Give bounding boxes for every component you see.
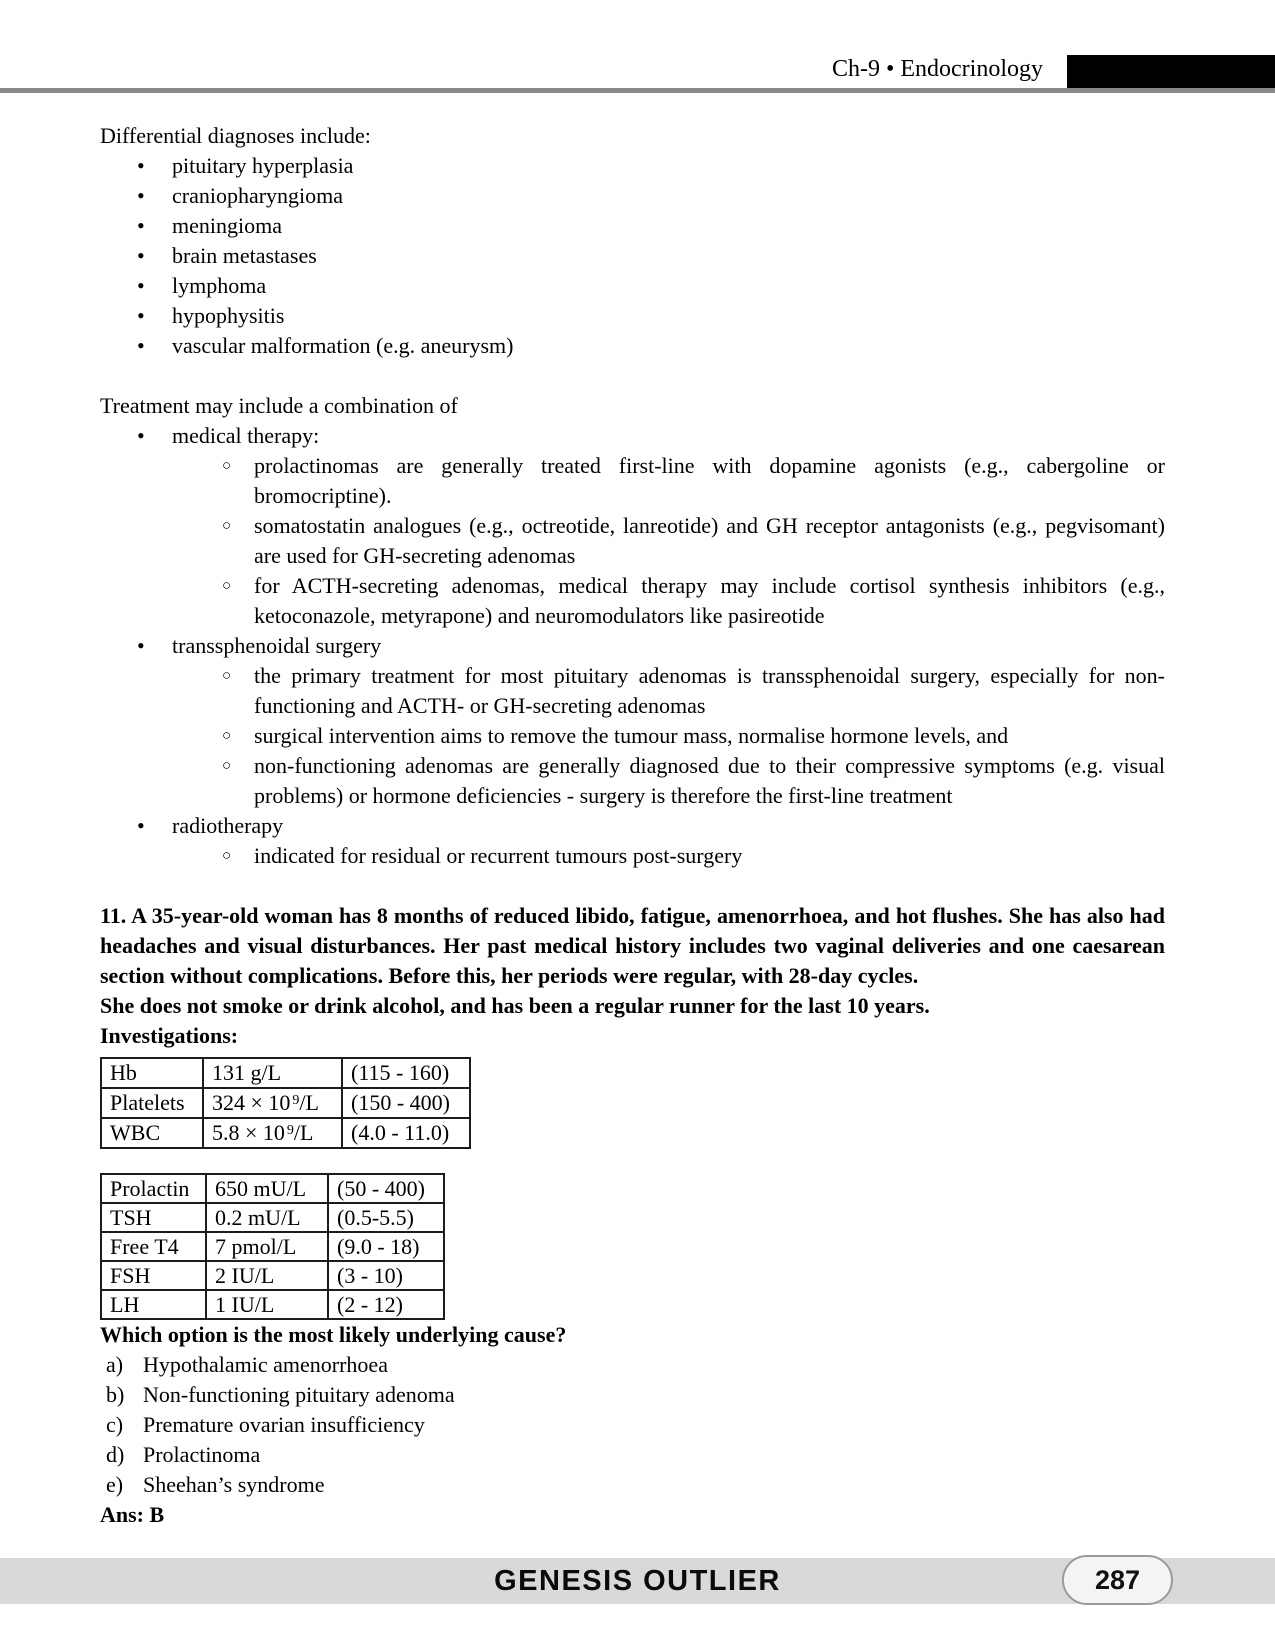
list-item xyxy=(100,631,1165,661)
list-item-text: indicated for residual or recurrent tumours post-surgery xyxy=(254,843,743,868)
test-name: Hb xyxy=(101,1058,203,1088)
table-row xyxy=(101,1118,470,1148)
test-name: LH xyxy=(101,1290,206,1319)
test-value: 5.8 × 10 $^9$/L xyxy=(203,1118,342,1148)
answer-option xyxy=(100,1470,1165,1500)
test-range: (2 - 12) xyxy=(328,1290,444,1319)
answer-option xyxy=(100,1410,1165,1440)
list-item-text: transsphenoidal surgery xyxy=(172,633,382,658)
list-item xyxy=(100,661,1165,721)
question-prompt: Which option is the most likely underlying cause? xyxy=(100,1322,567,1347)
superscript: 9 xyxy=(286,1123,294,1138)
option-letter: e) xyxy=(106,1472,124,1497)
question-line2: She does not smoke or drink alcohol, and has been a regular runner for the last 10 years. xyxy=(100,993,930,1018)
list-item-text: somatostatin analogues (e.g., octreotide, lanreotide) and GH receptor antagonists (e.g., pegvisomant) are used for GH-secreting adenomas xyxy=(254,513,1165,568)
spacer xyxy=(100,361,1165,391)
cbc-table xyxy=(100,1057,471,1149)
spacer xyxy=(100,871,1165,901)
table-row xyxy=(101,1203,444,1232)
list-item xyxy=(100,301,1165,331)
list-item xyxy=(100,421,1165,451)
option-text: Premature ovarian insufficiency xyxy=(143,1412,425,1437)
list-item-text: lymphoma xyxy=(172,273,267,298)
circle-icon: ○ xyxy=(222,578,232,594)
list-item xyxy=(100,241,1165,271)
test-range: (50 - 400) xyxy=(328,1174,444,1203)
question-paragraph: 11. A 35-year-old woman has 8 months of reduced libido, fatigue, amenorrhoea, and hot flushes. She has also had headaches and visual disturbances. Her past medical history includes two vaginal deliveries and one caesarean section without complications. Before this, her periods were regular, with 28-day cycles. xyxy=(100,903,1165,988)
option-text: Prolactinoma xyxy=(143,1442,261,1467)
option-text: Non-functioning pituitary adenoma xyxy=(143,1382,455,1407)
test-range: (115 - 160) xyxy=(342,1058,470,1088)
circle-icon: ○ xyxy=(222,758,232,774)
circle-icon: ○ xyxy=(222,668,232,684)
option-letter: d) xyxy=(106,1442,125,1467)
list-item-text: radiotherapy xyxy=(172,813,284,838)
list-item xyxy=(100,151,1165,181)
list-item-text: the primary treatment for most pituitary adenomas is transsphenoidal surgery, especially for non-functioning and ACTH- or GH-secreting adenomas xyxy=(254,663,1165,718)
bullet-icon: • xyxy=(137,303,145,328)
list-item-text: pituitary hyperplasia xyxy=(172,153,354,178)
table-row xyxy=(101,1290,444,1319)
answer-option xyxy=(100,1440,1165,1470)
test-value: 324 × 10 $^9$/L xyxy=(203,1088,342,1118)
bullet-icon: • xyxy=(137,633,145,658)
list-item xyxy=(100,271,1165,301)
table-row xyxy=(101,1232,444,1261)
treatment-heading: Treatment may include a combination of xyxy=(100,393,458,418)
option-letter: c) xyxy=(106,1412,124,1437)
answer-line: Ans: B xyxy=(100,1502,165,1527)
footer-band xyxy=(0,1558,1275,1604)
option-letter: b) xyxy=(106,1382,125,1407)
list-item-text: for ACTH-secreting adenomas, medical therapy may include cortisol synthesis inhibitors (e.g., ketoconazole, metyrapone) and neuromodulators like pasireotide xyxy=(254,573,1165,628)
table-row xyxy=(101,1058,470,1088)
page-number-badge xyxy=(1062,1555,1173,1605)
list-item xyxy=(100,571,1165,631)
bullet-icon: • xyxy=(137,183,145,208)
page-body xyxy=(100,121,1165,1530)
table-row xyxy=(101,1261,444,1290)
list-item xyxy=(100,811,1165,841)
list-item-text: non-functioning adenomas are generally diagnosed due to their compressive symptoms (e.g. visual problems) or hormone deficiencies - surgery is therefore the first-line treatment xyxy=(254,753,1165,808)
answer-option xyxy=(100,1350,1165,1380)
answer-option xyxy=(100,1380,1165,1410)
test-name: TSH xyxy=(101,1203,206,1232)
list-item-text: surgical intervention aims to remove the tumour mass, normalise hormone levels, and xyxy=(254,723,1009,748)
circle-icon: ○ xyxy=(222,848,232,864)
chapter-header: Ch-9 • Endocrinology xyxy=(831,56,1043,82)
list-item xyxy=(100,451,1165,511)
list-item xyxy=(100,721,1165,751)
list-item-text: meningioma xyxy=(172,213,282,238)
list-item xyxy=(100,511,1165,571)
list-item-text: brain metastases xyxy=(172,243,317,268)
diff-heading: Differential diagnoses include: xyxy=(100,123,371,148)
list-item xyxy=(100,211,1165,241)
list-item xyxy=(100,841,1165,871)
page-number: 287 xyxy=(1094,1564,1141,1595)
test-name: Prolactin xyxy=(101,1174,206,1203)
bullet-icon: • xyxy=(137,423,145,448)
circle-icon: ○ xyxy=(222,518,232,534)
list-item-text: hypophysitis xyxy=(172,303,285,328)
list-item-text: vascular malformation (e.g. aneurysm) xyxy=(172,333,514,358)
test-value: 650 mU/L xyxy=(206,1174,328,1203)
header-rule xyxy=(0,88,1275,93)
bullet-icon: • xyxy=(137,213,145,238)
list-item xyxy=(100,181,1165,211)
table-row xyxy=(101,1088,470,1118)
test-value: 1 IU/L xyxy=(206,1290,328,1319)
list-item-text: craniopharyngioma xyxy=(172,183,344,208)
test-value: 7 pmol/L xyxy=(206,1232,328,1261)
list-item xyxy=(100,751,1165,811)
bullet-icon: • xyxy=(137,153,145,178)
test-name: WBC xyxy=(101,1118,203,1148)
investigations-label: Investigations: xyxy=(100,1023,239,1048)
test-name: Platelets xyxy=(101,1088,203,1118)
test-name: FSH xyxy=(101,1261,206,1290)
test-range: (9.0 - 18) xyxy=(328,1232,444,1261)
hormone-table xyxy=(100,1173,445,1320)
test-range: (3 - 10) xyxy=(328,1261,444,1290)
table-row xyxy=(101,1174,444,1203)
test-range: (150 - 400) xyxy=(342,1088,470,1118)
list-item xyxy=(100,331,1165,361)
option-text: Sheehan’s syndrome xyxy=(143,1472,325,1497)
superscript: 9 xyxy=(292,1093,300,1108)
bullet-icon: • xyxy=(137,813,145,838)
test-value: 2 IU/L xyxy=(206,1261,328,1290)
bullet-icon: • xyxy=(137,243,145,268)
test-value: 131 g/L xyxy=(203,1058,342,1088)
brand-logo: GENESIS OUTLIER xyxy=(494,1565,781,1597)
test-range: (0.5-5.5) xyxy=(328,1203,444,1232)
test-name: Free T4 xyxy=(101,1232,206,1261)
circle-icon: ○ xyxy=(222,458,232,474)
option-letter: a) xyxy=(106,1352,124,1377)
option-text: Hypothalamic amenorrhoea xyxy=(143,1352,388,1377)
test-value: 0.2 mU/L xyxy=(206,1203,328,1232)
test-range: (4.0 - 11.0) xyxy=(342,1118,470,1148)
list-item-text: prolactinomas are generally treated first-line with dopamine agonists (e.g., cabergoline or bromocriptine). xyxy=(254,453,1165,508)
list-item-text: medical therapy: xyxy=(172,423,320,448)
bullet-icon: • xyxy=(137,273,145,298)
bullet-icon: • xyxy=(137,333,145,358)
circle-icon: ○ xyxy=(222,728,232,744)
